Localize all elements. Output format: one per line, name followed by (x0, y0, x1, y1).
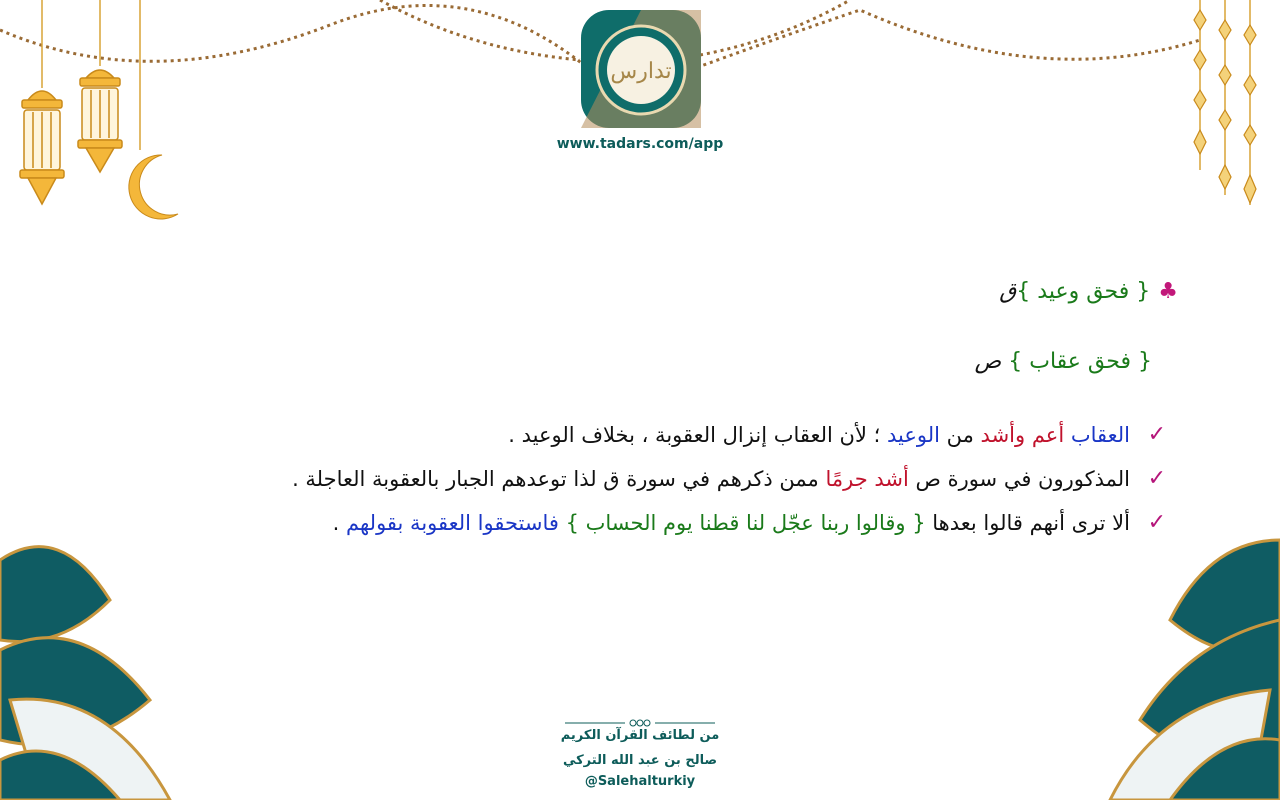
app-logo (579, 8, 703, 130)
footer-handle[interactable]: @Salehalturkiy (584, 774, 696, 789)
list-item: ✓ العقاب أعم وأشد من الوعيد ؛ لأن العقاب إنزال العقوبة ، بخلاف الوعيد . (80, 413, 1130, 457)
footer-author: صالح بن عبد الله التركي (562, 753, 718, 768)
list-item: ✓ المذكورون في سورة ص أشد جرمًا ممن ذكرهم في سورة ق لذا توعدهم الجبار بالعقوبة العاجلة . (80, 457, 1130, 501)
check-icon: ✓ (1147, 422, 1166, 447)
floral-corner-left (0, 0, 200, 800)
logo-text: تدارس (610, 59, 672, 84)
site-url[interactable]: www.tadars.com/app (556, 136, 724, 152)
points-list (80, 413, 1166, 545)
ref-verse-qaf: ♣{ فحق وعيد }ق (999, 279, 1178, 304)
club-bullet-icon: ♣ (1158, 279, 1178, 304)
check-icon: ✓ (1147, 510, 1166, 535)
check-icon: ✓ (1147, 466, 1166, 491)
list-item: ✓ ألا ترى أنهم قالوا بعدها { وقالوا ربنا عجّل لنا قطنا يوم الحساب } فاستحقوا العقوبة بقولهم . (80, 501, 1130, 545)
ref-surah: ص (974, 349, 1002, 374)
footer-series-title: من لطائف القرآن الكريم (560, 728, 720, 743)
footer (540, 708, 740, 789)
ref-surah: ق (999, 279, 1017, 304)
ref-text: فحق وعيد (1037, 279, 1130, 304)
ref-verse-sad: { فحق عقاب } ص (974, 349, 1152, 374)
ref-text: فحق عقاب (1029, 349, 1131, 374)
